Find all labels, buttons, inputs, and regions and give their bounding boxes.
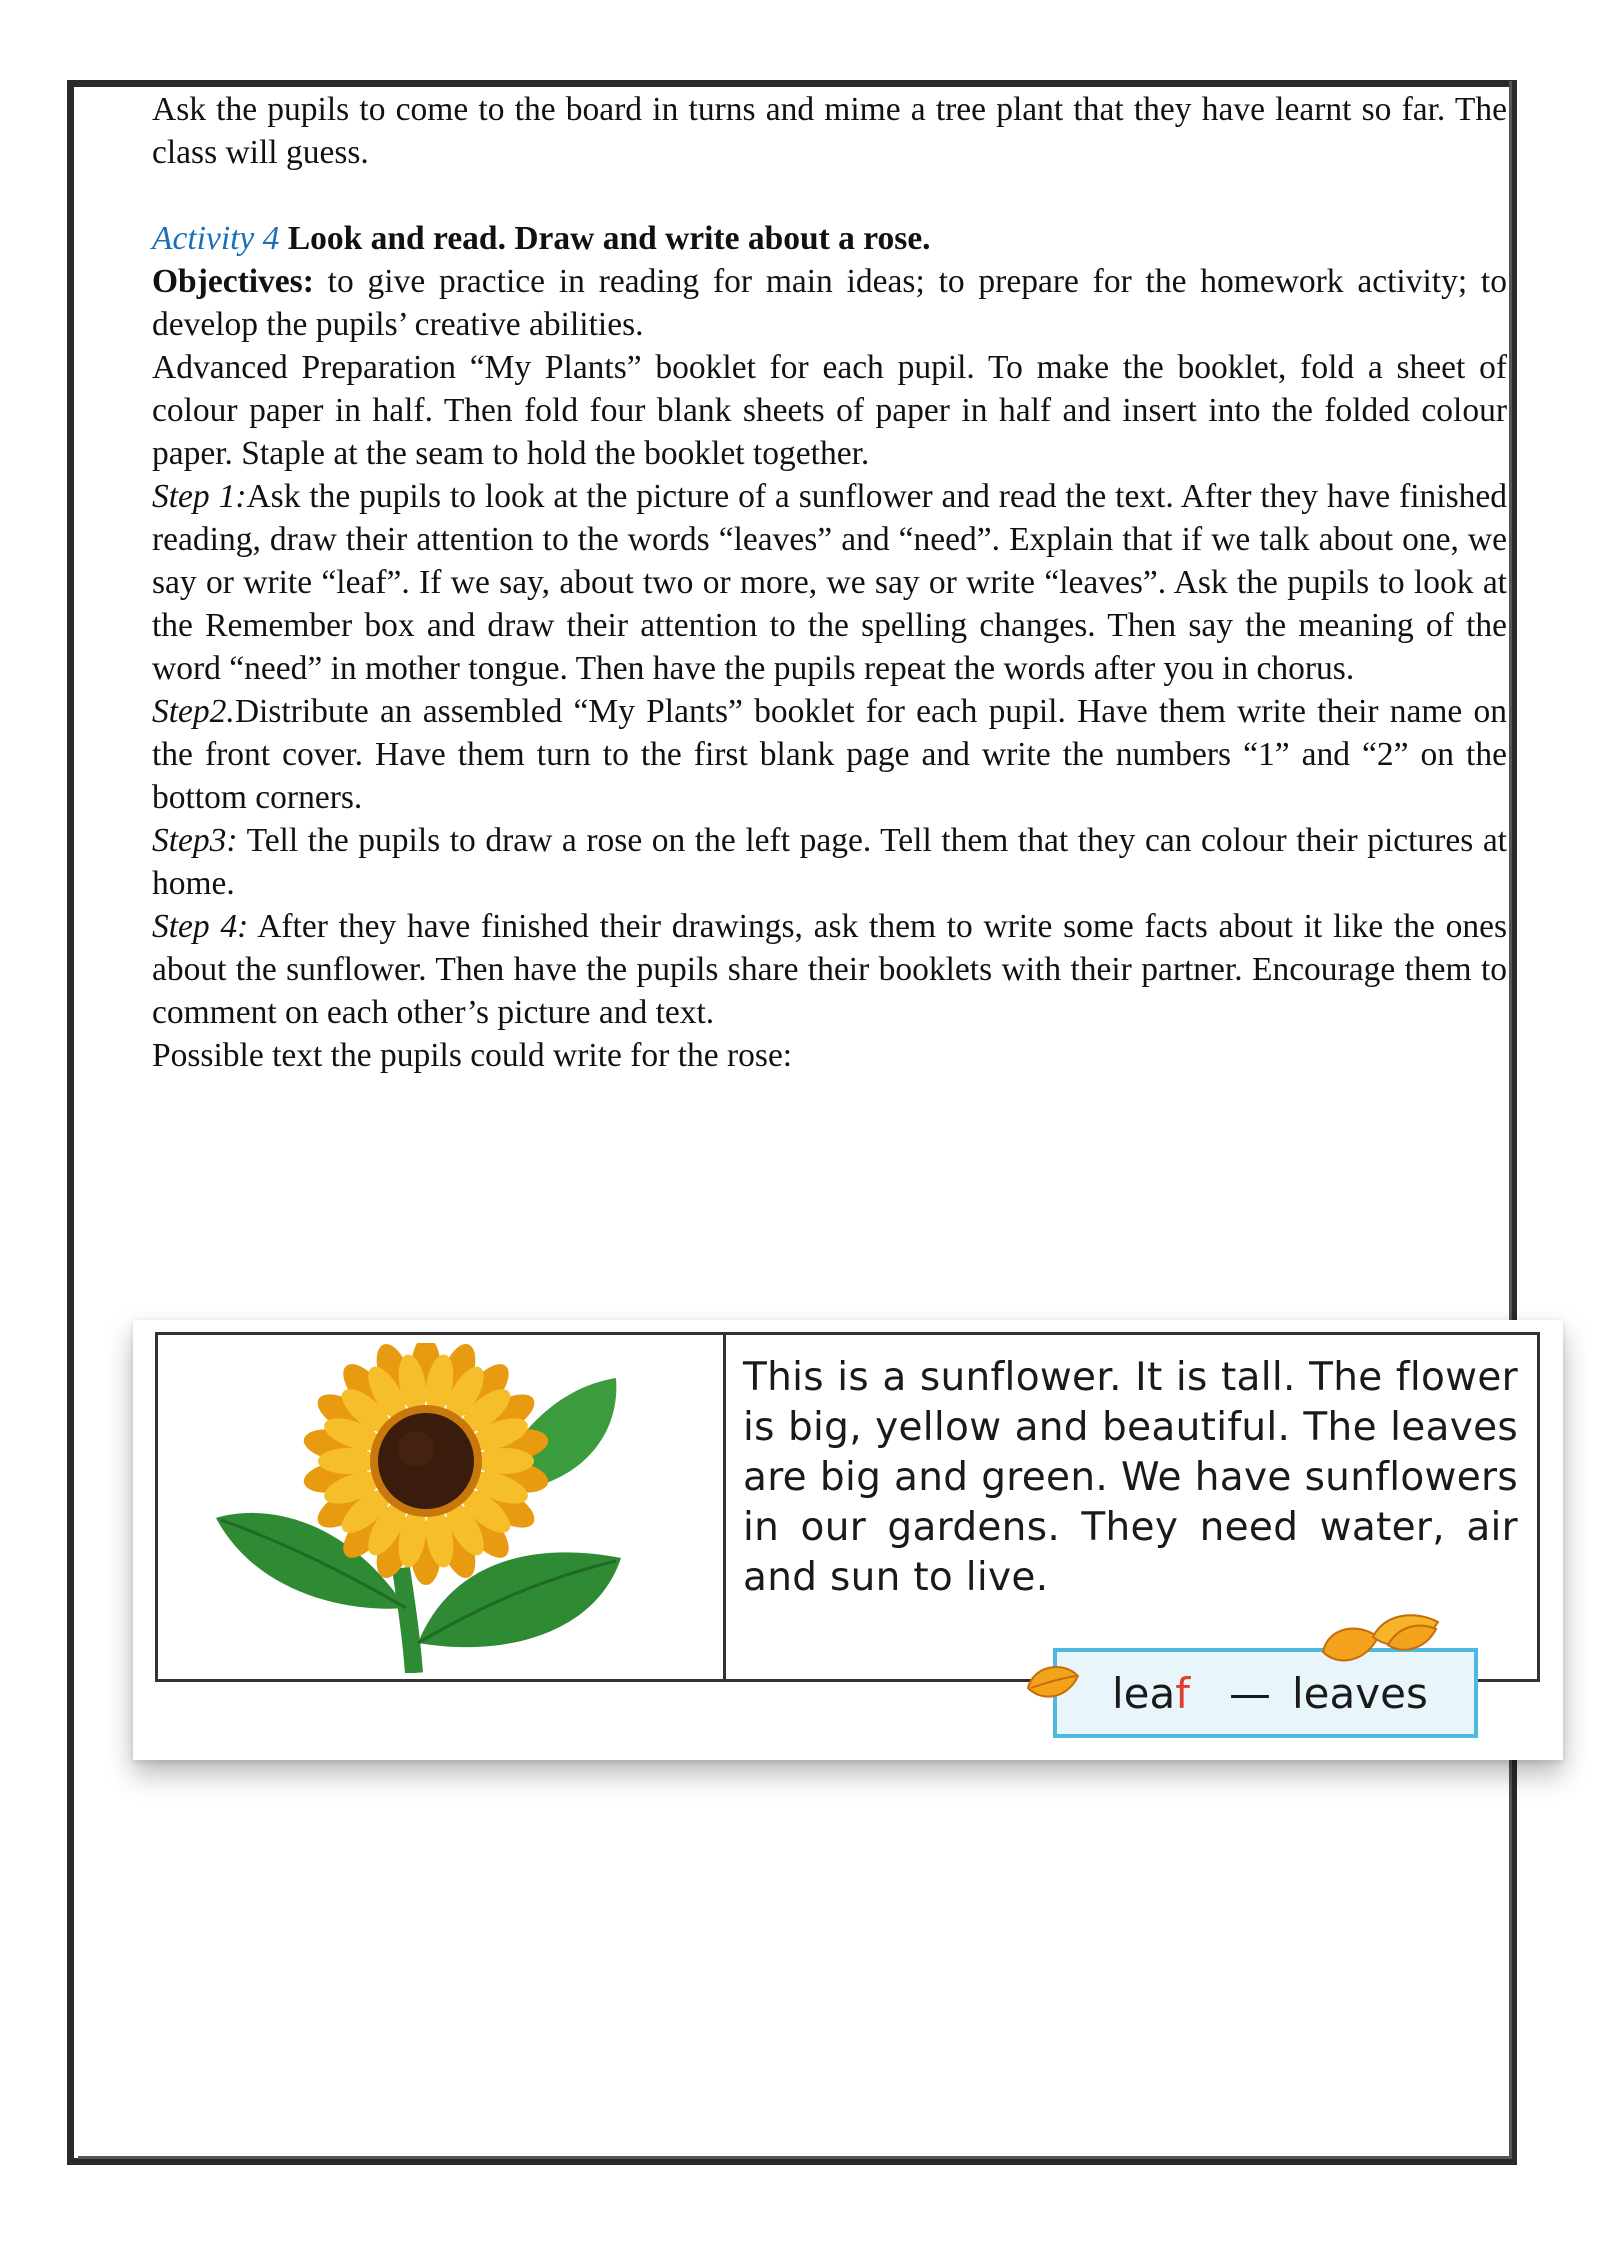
objectives-label: Objectives: <box>152 263 314 300</box>
step1-paragraph <box>152 475 1507 690</box>
step2-paragraph <box>152 690 1507 819</box>
step4-text: After they have finished their drawings, ask them to write some facts about it like the ones about the sunflower. Then have the pupils share their booklets with their partner. Encourage them to comment on each other’s picture and text. <box>152 908 1507 1031</box>
step3-label: Step3: <box>152 822 238 859</box>
sunflower-stem <box>401 1568 414 1673</box>
activity-label: Activity 4 <box>152 220 280 257</box>
card-divider <box>723 1335 726 1679</box>
intro-paragraph: Ask the pupils to come to the board in turns and mime a tree plant that they have learnt so far. The class will guess. <box>152 91 1507 171</box>
preparation-paragraph: Advanced Preparation “My Plants” booklet for each pupil. To make the booklet, fold a sheet of colour paper in half. Then fold four blank sheets of paper in half and insert into the folded colour paper. Staple at the seam to hold the booklet together. <box>152 349 1507 472</box>
step4-label: Step 4: <box>152 908 249 945</box>
remember-dash: — <box>1229 1669 1271 1718</box>
activity-heading <box>152 217 1507 260</box>
document-body <box>152 88 1507 1077</box>
sunflower-description: This is a sunflower. It is tall. The flower is big, yellow and beautiful. The leaves are big and green. We have sunflowers in our gardens. They need water, air and sun to live. <box>743 1355 1518 1600</box>
activity-title: Look and read. Draw and write about a rose. <box>279 220 931 257</box>
objectives-text: to give practice in reading for main ideas; to prepare for the homework activity; to develop the pupils’ creative abilities. <box>152 263 1507 343</box>
leaves-decoration-icon <box>1318 1607 1448 1672</box>
leaf-decoration-icon <box>1023 1658 1083 1708</box>
step1-text: Ask the pupils to look at the picture of a sunflower and read the text. After they have finished reading, draw their attention to the words “leaves” and “need”. Explain that if we talk about one, we say or write “leaf”. If we say, about two or more, we say or write “leaves”. Ask the pupils to look at the Remember box and draw their attention to the spelling changes. Then say the meaning of the word “need” in mother tongue. Then have the pupils repeat the words after you in chorus. <box>152 478 1507 687</box>
sunflower-illustration <box>196 1343 666 1673</box>
possible-text-paragraph: Possible text the pupils could write for the rose: <box>152 1037 793 1074</box>
remember-word-singular: leaf <box>1112 1669 1191 1718</box>
step3-paragraph <box>152 819 1507 905</box>
remember-word-plural: leaves <box>1292 1669 1428 1718</box>
step2-text: Distribute an assembled “My Plants” booklet for each pupil. Have them write their name on the front cover. Have them turn to the first blank page and write the numbers “1” and “2” on the bottom corners. <box>152 693 1507 816</box>
objectives-paragraph <box>152 260 1507 346</box>
step4-paragraph <box>152 905 1507 1034</box>
step1-label: Step 1: <box>152 478 247 515</box>
sunflower-card <box>133 1320 1563 1760</box>
step3-text: Tell the pupils to draw a rose on the left page. Tell them that they can colour their pictures at home. <box>152 822 1507 902</box>
step2-label: Step2. <box>152 693 235 730</box>
